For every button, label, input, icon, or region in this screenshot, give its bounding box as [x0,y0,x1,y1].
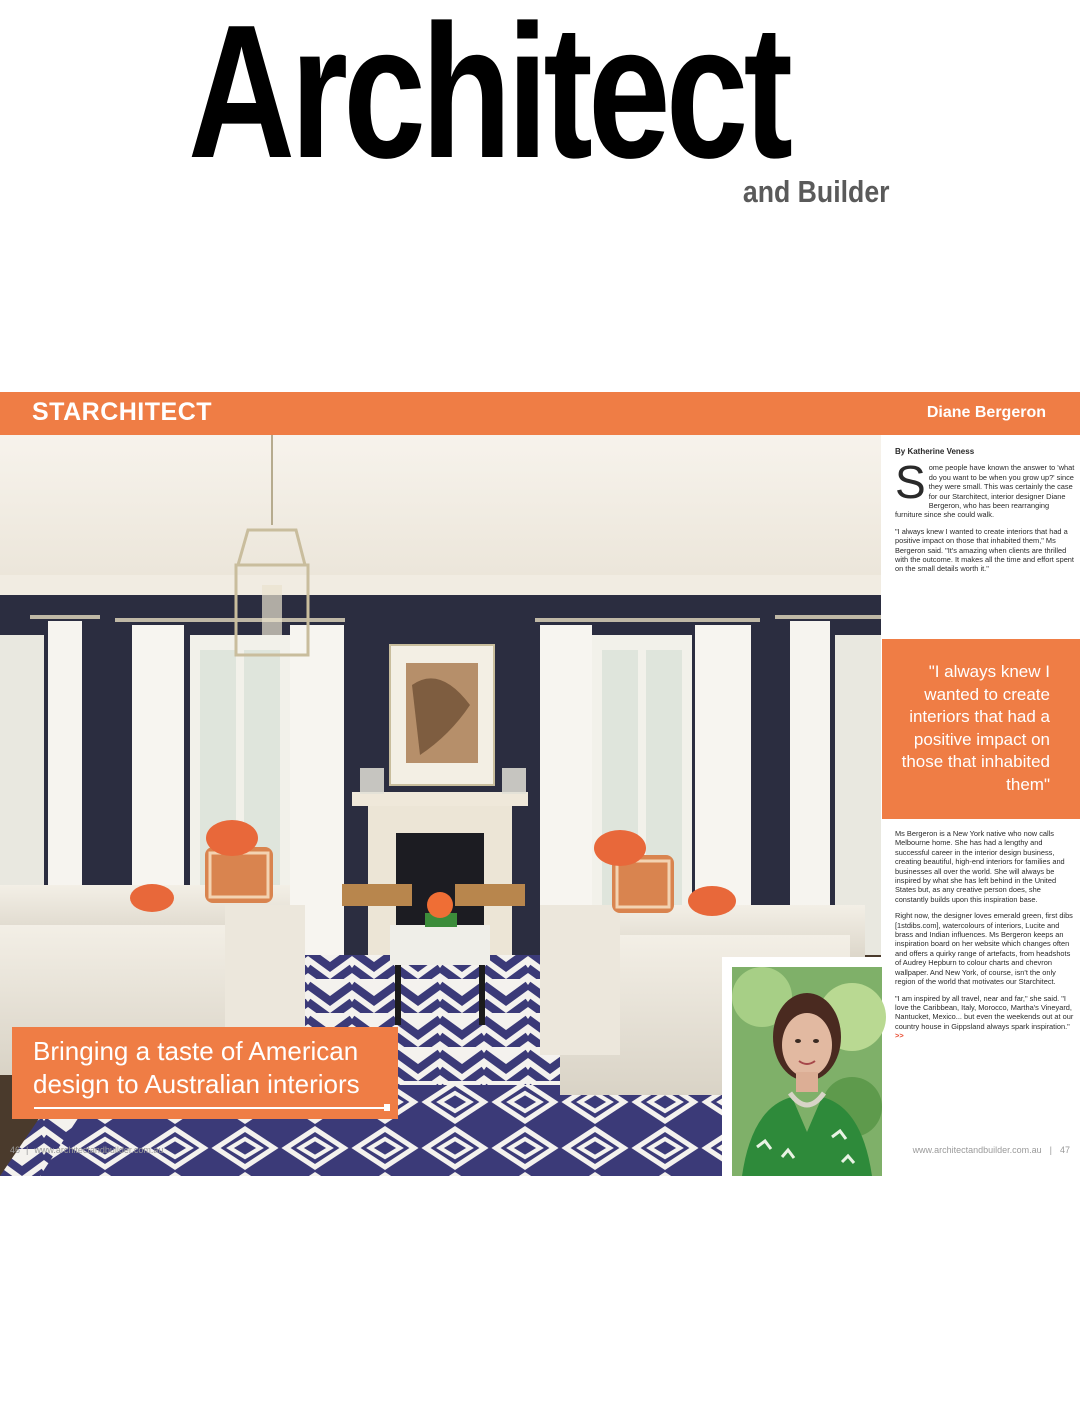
masthead-title: Architect [188,0,789,198]
paragraph-text: "I am inspired by all travel, near and far," she said. "I love the Caribbean, Italy, Morocco, Martha's Vineyard, Nantucket, Mexico... but even the weekends out at our country house in Gippsland always spark inspiration." [895,993,1074,1031]
page-number-left: 46 [10,1145,21,1155]
section-label: STARCHITECT [32,398,213,426]
continue-arrow-icon: >> [895,1031,904,1041]
pull-quote-box [882,639,1080,819]
person-name-label: Diane Bergeron [926,404,1046,421]
article-column [895,447,1075,581]
magazine-spread [0,392,1080,1176]
masthead-subtitle: and Builder [743,174,890,209]
portrait-photo [722,957,886,1176]
page-number-right: 47 [1059,1145,1070,1155]
article-paragraph: Ms Bergeron is a New York native who now calls Melbourne home. She has had a lengthy and successful career in the interior design business, creating beautiful, high-end interiors for families and businesses all over the world. She will always be inspired by what she has left behind in the United States but, as any creative person does, she constantly builds upon this inspiration base. [895,829,1065,904]
headline-rule [34,1107,388,1109]
folio-right [913,1145,1070,1155]
folio-separator: | [1049,1145,1052,1155]
article-column-continued [895,829,1075,1048]
article-paragraph: Right now, the designer loves emerald green, first dibs [1stdibs.com], watercolours of interiors, Lucite and brass and Indian influences. Ms Bergeron keeps an inspiration board on her website which changes often and offers a quirky range of artefacts, from headshots of Audrey Hepburn to colour charts and chevron wallpaper. And New York, of course, isn't the only region of the world that motivates our Starchitect. [895,911,1073,987]
website-url[interactable]: www.architectandbuilder.com.au [34,1145,164,1155]
byline: By Katherine Veness [895,447,975,456]
article-paragraph [895,994,1075,1041]
drop-cap: S [895,456,926,509]
folio-left [10,1145,163,1155]
article-paragraph: "I always knew I wanted to create interiors that had a positive impact on those that inhabited them," Ms Bergeron said. "It's amazing when clients are thrilled with the outcome. It makes all the time and effort spent on the small details worth it." [895,526,1074,574]
masthead [0,0,1080,230]
folio-separator: | [26,1145,29,1155]
headline: Bringing a taste of American design to Australian interiors [33,1036,360,1099]
pull-quote: "I always knew I wanted to create interiors that had a positive impact on those that inhabited them" [901,662,1050,794]
headline-rule-end [384,1104,390,1111]
headline-box [12,1027,398,1119]
paragraph-text: ome people have known the answer to 'what do you want to be when you grow up?' since they were small. This was certainly the case for our Starchitect, interior designer Diane Bergeron, who has been rearranging furniture since she could walk. [895,463,1075,520]
website-url[interactable]: www.architectandbuilder.com.au [912,1145,1042,1155]
article-paragraph [895,456,1075,520]
section-header-bar [0,392,1080,435]
